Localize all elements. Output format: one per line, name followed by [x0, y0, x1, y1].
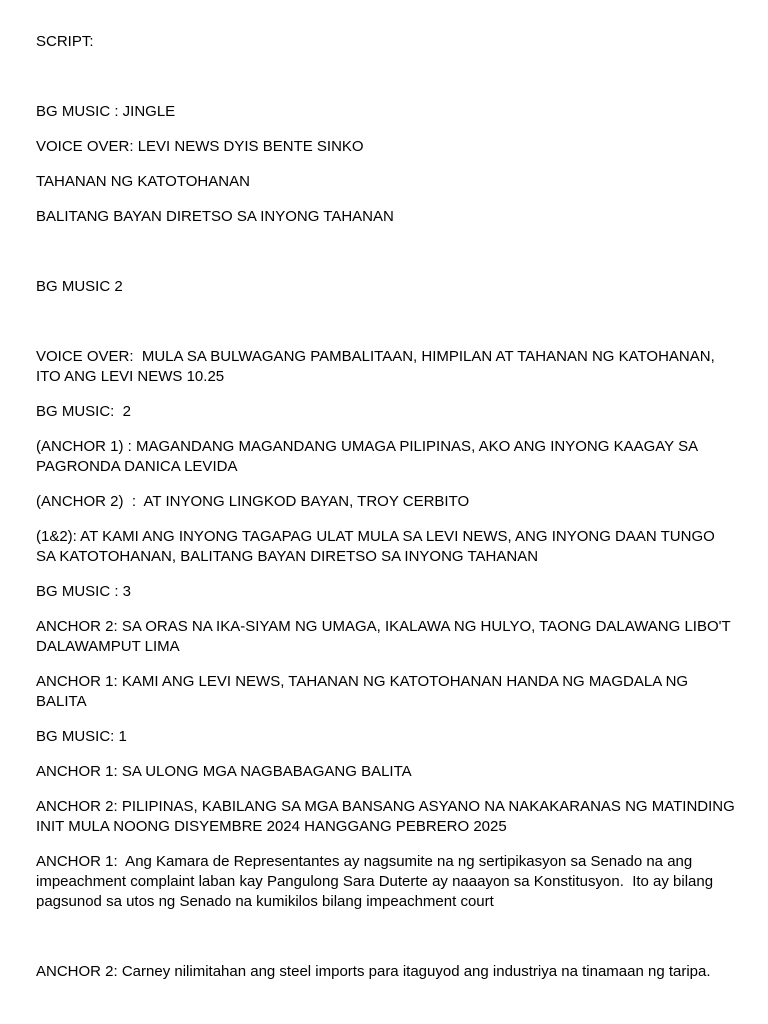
script-line-anchor-1-intro: ANCHOR 1: KAMI ANG LEVI NEWS, TAHANAN NG KATOTOHANAN HANDA NG MAGDALA NG BALITA: [36, 673, 693, 710]
script-line-anchor-1-impeachment: ANCHOR 1: Ang Kamara de Representantes ay nagsumite na ng sertipikasyon sa Senado na ang impeachment complaint laban kay Pangulong Sara Duterte ay naaayon sa Konstitusyon. Ito ay bilang pagsunod sa utos ng Senado na kumikilos bilang impeachment court: [36, 853, 718, 910]
script-line-tagline: TAHANAN NG KATOTOHANAN: [36, 173, 250, 190]
script-line-bg-music-jingle: BG MUSIC : JINGLE: [36, 103, 176, 120]
script-line-anchor-1-greeting: (ANCHOR 1) : MAGANDANG MAGANDANG UMAGA PILIPINAS, AKO ANG INYONG KAAGAY SA PAGRONDA DANICA LEVIDA: [36, 438, 702, 475]
script-line-anchor-2-time: ANCHOR 2: SA ORAS NA IKA-SIYAM NG UMAGA, IKALAWA NG HULYO, TAONG DALAWANG LIBO'T DALAWAMPUT LIMA: [36, 618, 735, 655]
script-line-voice-over-studio: VOICE OVER: MULA SA BULWAGANG PAMBALITAAN, HIMPILAN AT TAHANAN NG KATOHANAN, ITO ANG LEVI NEWS 10.25: [36, 348, 719, 385]
script-line-bg-music-2b: BG MUSIC: 2: [36, 403, 132, 420]
script-document: [36, 32, 739, 982]
script-line-bg-music-2: BG MUSIC 2: [36, 278, 123, 295]
script-line-anchor-2-greeting: (ANCHOR 2) : AT INYONG LINGKOD BAYAN, TROY CERBITO: [36, 493, 470, 510]
script-line-bg-music-1: BG MUSIC: 1: [36, 728, 127, 745]
script-line-anchor-2-steel: ANCHOR 2: Carney nilimitahan ang steel imports para itaguyod ang industriya na tinamaan ng taripa.: [36, 963, 711, 980]
script-line-both-anchors: (1&2): AT KAMI ANG INYONG TAGAPAG ULAT MULA SA LEVI NEWS, ANG INYONG DAAN TUNGO SA KATOTOHANAN, BALITANG BAYAN DIRETSO SA INYONG TAHANAN: [36, 528, 719, 565]
script-heading: SCRIPT:: [36, 33, 94, 50]
script-line-anchor-2-heat: ANCHOR 2: PILIPINAS, KABILANG SA MGA BANSANG ASYANO NA NAKAKARANAS NG MATINDING INIT MULA NOONG DISYEMBRE 2024 HANGGANG PEBRERO 2025: [36, 798, 739, 835]
script-line-bg-music-3: BG MUSIC : 3: [36, 583, 132, 600]
script-line-slogan: BALITANG BAYAN DIRETSO SA INYONG TAHANAN: [36, 208, 394, 225]
script-line-anchor-1-headlines: ANCHOR 1: SA ULONG MGA NAGBABAGANG BALITA: [36, 763, 412, 780]
script-line-voice-over-intro: VOICE OVER: LEVI NEWS DYIS BENTE SINKO: [36, 138, 364, 155]
